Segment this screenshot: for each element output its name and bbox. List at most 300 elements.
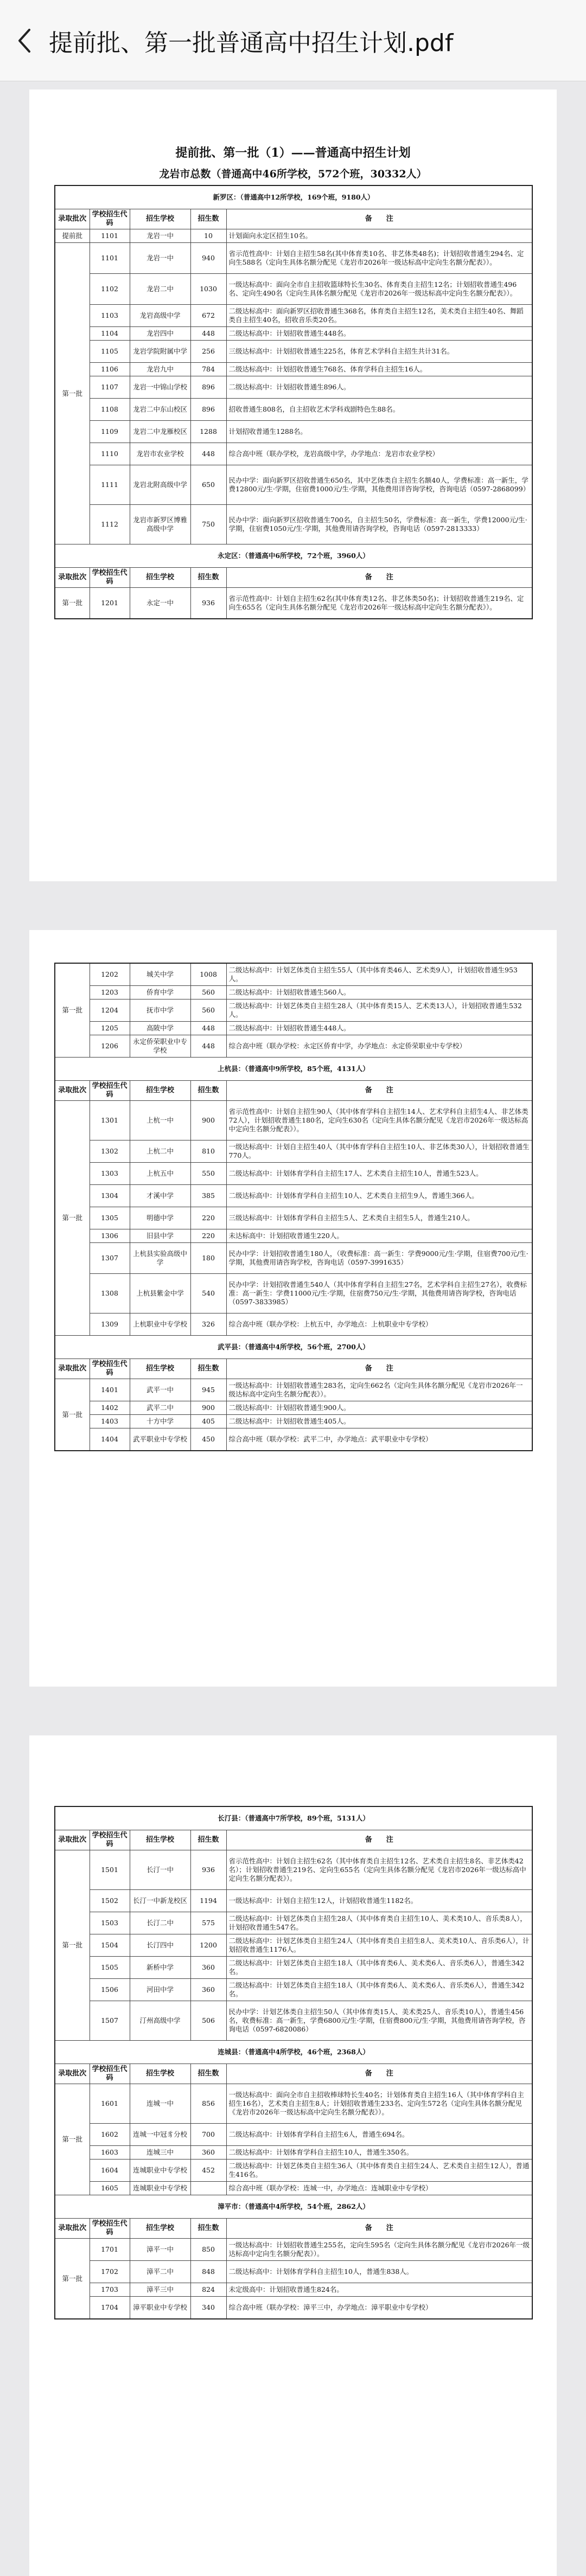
school-name-cell: 才溪中学 — [130, 1185, 190, 1207]
enrollment-count-cell: 360 — [190, 1979, 226, 2001]
school-code-cell: 1403 — [90, 1415, 130, 1428]
school-code-cell: 1112 — [90, 505, 130, 544]
enrollment-count-cell: 1288 — [190, 421, 226, 443]
table-row — [55, 2261, 532, 2283]
remarks-cell: 招收普通生808名，自主招收艺术学科戏剧特色生88名。 — [226, 399, 532, 421]
school-code-cell: 1603 — [90, 2146, 130, 2160]
column-header-row — [55, 1359, 532, 1379]
enrollment-count-cell: 452 — [190, 2160, 226, 2182]
remarks-cell: 二级达标高中：计划招收普通生560人。 — [226, 986, 532, 999]
school-name-cell: 武平一中 — [130, 1379, 190, 1401]
batch-column-header: 录取批次 — [55, 2219, 90, 2239]
table-row — [55, 1379, 532, 1401]
code-column-header: 学校招生代码 — [90, 209, 130, 229]
remarks-cell: 二级达标高中：计划艺体类自主招生28人（其中体育类15人、艺术类13人），计划招收普通生532人。 — [226, 999, 532, 1022]
school-name-cell: 武平职业中专学校 — [130, 1428, 190, 1451]
table-row — [55, 1428, 532, 1451]
school-code-cell: 1704 — [90, 2297, 130, 2319]
school-column-header: 招生学校 — [130, 1359, 190, 1379]
remarks-cell: 三级达标高中：计划招收普通生225名，体育艺术学科自主招生共计31名。 — [226, 341, 532, 363]
remarks-cell: 综合高中班（联办学校：永定区侨育中学，办学地点：永定侨荣职业中专学校） — [226, 1035, 532, 1058]
table-row — [55, 274, 532, 305]
school-code-cell: 1104 — [90, 327, 130, 341]
region-title: 新罗区：（普通高中12所学校，169个班，9180人） — [55, 185, 532, 209]
school-name-cell: 连城三中 — [130, 2146, 190, 2160]
school-name-cell: 龙岩学院附属中学 — [130, 341, 190, 363]
remarks-cell: 计划招收普通生1288名。 — [226, 421, 532, 443]
column-header-row — [55, 1081, 532, 1101]
note-column-header: 备 注 — [226, 209, 532, 229]
table-row — [55, 588, 532, 619]
school-code-cell: 1504 — [90, 1934, 130, 1957]
table-row — [55, 1274, 532, 1313]
region-header-row — [55, 2041, 532, 2064]
school-code-cell: 1206 — [90, 1035, 130, 1058]
enrollment-count-cell: 784 — [190, 363, 226, 376]
table-row — [55, 2239, 532, 2261]
school-name-cell: 龙岩高级中学 — [130, 305, 190, 327]
enrollment-count-cell: 650 — [190, 465, 226, 505]
note-column-header: 备 注 — [226, 568, 532, 588]
school-name-cell: 龙岩北附高级中学 — [130, 465, 190, 505]
school-name-cell: 长汀四中 — [130, 1934, 190, 1957]
count-column-header: 招生数 — [190, 1081, 226, 1101]
school-code-cell: 1502 — [90, 1890, 130, 1912]
school-column-header: 招生学校 — [130, 209, 190, 229]
school-code-cell: 1106 — [90, 363, 130, 376]
table-row — [55, 363, 532, 376]
school-code-cell: 1303 — [90, 1163, 130, 1185]
note-column-header: 备 注 — [226, 2219, 532, 2239]
school-name-cell: 龙岩四中 — [130, 327, 190, 341]
school-name-cell: 龙岩二中 — [130, 274, 190, 305]
document-heading: 提前批、第一批（1）——普通高中招生计划 — [175, 146, 411, 160]
table-row — [55, 1207, 532, 1229]
enrollment-count-cell: 896 — [190, 376, 226, 399]
region-header-row — [55, 185, 532, 209]
batch-column-header: 录取批次 — [55, 2064, 90, 2084]
table-row — [55, 421, 532, 443]
batch-cell: 第一批 — [55, 1101, 90, 1336]
remarks-cell: 二级达标高中：计划艺体类自主招生18人（其中体育类6人、美术类6人、音乐类6人），普通生342名。 — [226, 1957, 532, 1979]
enrollment-count-cell: 360 — [190, 1957, 226, 1979]
enrollment-count-cell: 506 — [190, 2001, 226, 2041]
school-code-cell: 1102 — [90, 274, 130, 305]
school-code-cell: 1109 — [90, 421, 130, 443]
code-column-header: 学校招生代码 — [90, 1830, 130, 1850]
enrollment-count-cell: 326 — [190, 1313, 226, 1336]
code-column-header: 学校招生代码 — [90, 2064, 130, 2084]
enrollment-count-cell: 900 — [190, 1101, 226, 1140]
remarks-cell: 二级达标高中：面向新罗区招收普通生368名，体育类自主招生12名，美术类自主招生40名、舞蹈类自主招生40名，招收音乐类20名。 — [226, 305, 532, 327]
remarks-cell: 综合高中班（联办学校：上杭五中，办学地点：上杭职业中专学校） — [226, 1313, 532, 1336]
remarks-cell: 二级达标高中：计划艺体类自主招生55人（其中体育类46人、艺术类9人），计划招收普通生953人。 — [226, 963, 532, 986]
enrollment-count-cell: 550 — [190, 1163, 226, 1185]
remarks-cell: 综合高中班（联办学校：漳平三中，办学地点：漳平职业中专学校） — [226, 2297, 532, 2319]
code-column-header: 学校招生代码 — [90, 1081, 130, 1101]
school-name-cell: 上杭五中 — [130, 1163, 190, 1185]
batch-column-header: 录取批次 — [55, 1359, 90, 1379]
remarks-cell: 综合高中班（联办学校：武平二中，办学地点：武平职业中专学校） — [226, 1428, 532, 1451]
enrollment-count-cell: 405 — [190, 1415, 226, 1428]
school-code-cell: 1307 — [90, 1243, 130, 1274]
table-row — [55, 2084, 532, 2124]
school-name-cell: 高陂中学 — [130, 1022, 190, 1035]
enrollment-count-cell: 220 — [190, 1229, 226, 1243]
remarks-cell: 综合高中班（联办学校：连城一中，办学地点：连城职业中专学校） — [226, 2182, 532, 2195]
school-name-cell: 上杭一中 — [130, 1101, 190, 1140]
school-code-cell: 1404 — [90, 1428, 130, 1451]
remarks-cell: 一级达标高中：计划招收普通生255名，定向生595名（定向生具体名额分配见《龙岩市2026年一级达标高中定向生名额分配表》）。 — [226, 2239, 532, 2261]
remarks-cell: 民办中学：计划招收普通生180人，（收费标准：高一新生：学费9000元/生·学期，住宿费700元/生·学期，其他费用请咨询学校，咨询电话（0597-3991635） — [226, 1243, 532, 1274]
batch-column-header: 录取批次 — [55, 1081, 90, 1101]
school-name-cell: 上杭职业中专学校 — [130, 1313, 190, 1336]
enrollment-count-cell: 256 — [190, 341, 226, 363]
school-name-cell: 连城职业中专学校 — [130, 2160, 190, 2182]
remarks-cell: 二级达标高中：计划招收普通生900人。 — [226, 1401, 532, 1415]
school-name-cell: 明德中学 — [130, 1207, 190, 1229]
table-row — [55, 465, 532, 505]
school-name-cell: 永定一中 — [130, 588, 190, 619]
school-name-cell: 龙岩一中锦山学校 — [130, 376, 190, 399]
table-row — [55, 1022, 532, 1035]
school-code-cell: 1110 — [90, 443, 130, 465]
batch-cell: 第一批 — [55, 2239, 90, 2319]
table-row — [55, 1140, 532, 1163]
enrollment-count-cell: 945 — [190, 1379, 226, 1401]
chevron-left-icon — [16, 28, 33, 54]
school-name-cell: 龙岩一中 — [130, 243, 190, 274]
school-code-cell: 1306 — [90, 1229, 130, 1243]
batch-column-header: 录取批次 — [55, 568, 90, 588]
enrollment-count-cell: 856 — [190, 2084, 226, 2124]
school-code-cell: 1101 — [90, 243, 130, 274]
count-column-header: 招生数 — [190, 2064, 226, 2084]
remarks-cell: 未定级高中：计划招收普通生824名。 — [226, 2283, 532, 2297]
enrollment-count-cell: 220 — [190, 1207, 226, 1229]
enrollment-count-cell: 10 — [190, 229, 226, 243]
school-code-cell: 1202 — [90, 963, 130, 986]
table-row — [55, 1163, 532, 1185]
table-row — [55, 376, 532, 399]
batch-cell: 第一批 — [55, 588, 90, 619]
table-row — [55, 1934, 532, 1957]
school-code-cell: 1401 — [90, 1379, 130, 1401]
note-column-header: 备 注 — [226, 1081, 532, 1101]
school-code-cell: 1301 — [90, 1101, 130, 1140]
remarks-cell: 省示范性高中：计划自主招生62名(其中体育类12名、非艺体类50名)；计划招收普通生219名、定向生655名（定向生具体名额分配见《龙岩市2026年一级达标高中定向生名额分配表》）。 — [226, 588, 532, 619]
school-code-cell: 1701 — [90, 2239, 130, 2261]
school-name-cell: 长汀一中 — [130, 1850, 190, 1890]
school-name-cell: 龙岩九中 — [130, 363, 190, 376]
code-column-header: 学校招生代码 — [90, 568, 130, 588]
school-code-cell: 1302 — [90, 1140, 130, 1163]
school-name-cell: 漳平二中 — [130, 2261, 190, 2283]
remarks-cell: 未达标高中：计划招收普通生220人。 — [226, 1229, 532, 1243]
enrollment-table — [54, 963, 533, 1451]
table-row — [55, 2182, 532, 2195]
count-column-header: 招生数 — [190, 209, 226, 229]
table-row — [55, 986, 532, 999]
table-row — [55, 305, 532, 327]
column-header-row — [55, 568, 532, 588]
school-name-cell: 龙岩一中 — [130, 229, 190, 243]
remarks-cell: 二级达标高中：计划体育学科自主招生10人，普通生350名。 — [226, 2146, 532, 2160]
batch-cell: 第一批 — [55, 2084, 90, 2195]
region-title: 永定区：（普通高中6所学校，72个班，3960人） — [55, 544, 532, 568]
school-code-cell: 1203 — [90, 986, 130, 999]
remarks-cell: 民办中学：面向新罗区招收普通生650名，其中艺体类自主招生名额40人，学费标准：高一新生，学费12800元/生·学期，住宿费1000元/生·学期，其他费用详咨询学校，咨询电话（0597-2868099） — [226, 465, 532, 505]
table-row — [55, 2001, 532, 2041]
table-row — [55, 2124, 532, 2146]
note-column-header: 备 注 — [226, 2064, 532, 2084]
school-code-cell: 1204 — [90, 999, 130, 1022]
table-row — [55, 2146, 532, 2160]
batch-cell: 第一批 — [55, 243, 90, 544]
school-code-cell: 1305 — [90, 1207, 130, 1229]
school-name-cell: 旧县中学 — [130, 1229, 190, 1243]
remarks-cell: 二级达标高中：计划体育学科自主招生17人、艺术类自主招生10人，普通生523人。 — [226, 1163, 532, 1185]
school-code-cell: 1605 — [90, 2182, 130, 2195]
table-row — [55, 1243, 532, 1274]
remarks-cell: 二级达标高中：计划艺体类自主招生24人（其中体育类自主招生8人、美术类10人、音乐类6人），计划招收普通生1176人。 — [226, 1934, 532, 1957]
school-code-cell: 1604 — [90, 2160, 130, 2182]
school-code-cell: 1505 — [90, 1957, 130, 1979]
table-row — [55, 963, 532, 986]
school-code-cell: 1107 — [90, 376, 130, 399]
enrollment-count-cell: 450 — [190, 1428, 226, 1451]
school-name-cell: 侨育中学 — [130, 986, 190, 999]
enrollment-count-cell: 448 — [190, 1022, 226, 1035]
school-code-cell: 1501 — [90, 1850, 130, 1890]
table-row — [55, 1401, 532, 1415]
school-name-cell: 河田中学 — [130, 1979, 190, 2001]
enrollment-count-cell: 360 — [190, 2146, 226, 2160]
table-row — [55, 1912, 532, 1934]
enrollment-count-cell: 940 — [190, 243, 226, 274]
remarks-cell: 一级达标高中：计划招收普通生283名，定向生662名（定向生具体名额分配见《龙岩市2026年一级达标高中定向生名额分配表》）。 — [226, 1379, 532, 1401]
school-name-cell: 漳平职业中专学校 — [130, 2297, 190, 2319]
school-code-cell: 1503 — [90, 1912, 130, 1934]
remarks-cell: 二级达标高中：计划招收普通生768名、体育学科自主招生16人。 — [226, 363, 532, 376]
school-name-cell: 上杭县紫金中学 — [130, 1274, 190, 1313]
table-row — [55, 327, 532, 341]
remarks-cell: 省示范性高中：计划自主招生90人（其中体育学科自主招生14人、艺术学科自主招生4人、非艺体类72人），计划招收普通生180名，定向生630名（定向生具体名额分配见《龙岩市2026年一级达标高中定向生名额分配表》）。 — [226, 1101, 532, 1140]
remarks-cell: 三级达标高中：计划体育学科自主招生5人、艺术类自主招生5人，普通生210人。 — [226, 1207, 532, 1229]
batch-cell: 第一批 — [55, 1379, 90, 1451]
school-name-cell: 连城一中 — [130, 2084, 190, 2124]
school-name-cell: 抚市中学 — [130, 999, 190, 1022]
remarks-cell: 民办中学：计划艺体类自主招生50人（其中体育类15人、美术类25人、音乐类10人），普通生456名，收费标准：高一新生，学费6800元/生·学期，住宿费800元/生·学期，其他费用请咨询学校，咨询电话（0597-6820086） — [226, 2001, 532, 2041]
enrollment-count-cell: 575 — [190, 1912, 226, 1934]
remarks-cell: 综合高中班（联办学校，龙岩高级中学，办学地点：龙岩市农业学校） — [226, 443, 532, 465]
school-column-header: 招生学校 — [130, 568, 190, 588]
table-row — [55, 229, 532, 243]
top-navigation-bar — [0, 0, 586, 81]
note-column-header: 备 注 — [226, 1359, 532, 1379]
school-code-cell: 1402 — [90, 1401, 130, 1415]
school-name-cell: 龙岩二中龙雁校区 — [130, 421, 190, 443]
table-row — [55, 2160, 532, 2182]
school-code-cell: 1205 — [90, 1022, 130, 1035]
remarks-cell: 二级达标高中：计划艺体类自主招生36人（其中体育类自主招生24人、艺术类自主招生12人），普通生416名。 — [226, 2160, 532, 2182]
table-row — [55, 1101, 532, 1140]
enrollment-count-cell: 560 — [190, 999, 226, 1022]
school-name-cell: 龙岩市农业学校 — [130, 443, 190, 465]
school-name-cell: 永定侨荣职业中专学校 — [130, 1035, 190, 1058]
remarks-cell: 二级达标高中：计划招收普通生405人。 — [226, 1415, 532, 1428]
school-code-cell: 1506 — [90, 1979, 130, 2001]
count-column-header: 招生数 — [190, 2219, 226, 2239]
school-column-header: 招生学校 — [130, 1081, 190, 1101]
school-column-header: 招生学校 — [130, 2064, 190, 2084]
remarks-cell: 一级达标高中：面向全市自主招收棒球特长生40名；计划体育类自主招生16人（其中体育学科自主招生16名），艺术类自主招生8人；计划招收普通生233名、定向生572名（定向生具体名额分配见《龙岩市2026年一级达标高中定向生名额分配表》）。 — [226, 2084, 532, 2124]
school-code-cell: 1507 — [90, 2001, 130, 2041]
school-name-cell: 长汀一中新龙校区 — [130, 1890, 190, 1912]
enrollment-count-cell: 1194 — [190, 1890, 226, 1912]
table-row — [55, 2283, 532, 2297]
school-code-cell: 1601 — [90, 2084, 130, 2124]
table-row — [55, 1957, 532, 1979]
column-header-row — [55, 2219, 532, 2239]
school-name-cell: 漳平一中 — [130, 2239, 190, 2261]
enrollment-count-cell: 810 — [190, 1140, 226, 1163]
table-row — [55, 1890, 532, 1912]
enrollment-count-cell: 672 — [190, 305, 226, 327]
table-row — [55, 1035, 532, 1058]
remarks-cell: 二级达标高中：计划艺体类自主招生28人（其中体育类自主招生10人、美术类10人、音乐类8人），计划招收普通生547名。 — [226, 1912, 532, 1934]
school-code-cell: 1201 — [90, 588, 130, 619]
remarks-cell: 二级达标高中：计划体育学科自主招生6人，普通生694名。 — [226, 2124, 532, 2146]
remarks-cell: 一级达标高中：计划自主招生40人（其中体育学科自主招生10人、非艺体类30人），计划招收普通生770人。 — [226, 1140, 532, 1163]
remarks-cell: 省示范性高中：计划自主招生58名(其中体育类10名、非艺体类48名)；计划招收普通生294名、定向生588名（定向生具体名额分配见《龙岩市2026年一级达标高中定向生名额分配表》）。 — [226, 243, 532, 274]
table-row — [55, 1850, 532, 1890]
school-name-cell: 龙岩市新罗区博雅高级中学 — [130, 505, 190, 544]
table-row — [55, 999, 532, 1022]
count-column-header: 招生数 — [190, 1830, 226, 1850]
region-title: 长汀县：（普通高中7所学校，89个班，5131人） — [55, 1806, 532, 1830]
remarks-cell: 二级达标高中：计划艺体类自主招生18人（其中体育类6人、美术类6人、音乐类6人），普通生342名。 — [226, 1979, 532, 2001]
code-column-header: 学校招生代码 — [90, 1359, 130, 1379]
school-name-cell: 连城一中冠豸分校 — [130, 2124, 190, 2146]
enrollment-count-cell: 448 — [190, 1035, 226, 1058]
count-column-header: 招生数 — [190, 568, 226, 588]
remarks-cell: 一级达标高中：计划自主招生12人，计划招收普通生1182名。 — [226, 1890, 532, 1912]
table-row — [55, 1229, 532, 1243]
school-name-cell: 龙岩二中东山校区 — [130, 399, 190, 421]
enrollment-count-cell: 385 — [190, 1185, 226, 1207]
school-name-cell: 十方中学 — [130, 1415, 190, 1428]
region-header-row — [55, 1806, 532, 1830]
code-column-header: 学校招生代码 — [90, 2219, 130, 2239]
enrollment-count-cell: 936 — [190, 588, 226, 619]
enrollment-count-cell: 700 — [190, 2124, 226, 2146]
school-code-cell: 1105 — [90, 341, 130, 363]
enrollment-count-cell: 850 — [190, 2239, 226, 2261]
enrollment-table — [54, 1806, 533, 2319]
enrollment-count-cell: 1008 — [190, 963, 226, 986]
table-row — [55, 243, 532, 274]
remarks-cell: 民办中学：面向新罗区招收普通生700名，自主招生50名，学费标准：高一新生，学费12000元/生·学期，住宿费1050元/生·学期，其他费用请咨询学校，咨询电话（0597-2813333） — [226, 505, 532, 544]
column-header-row — [55, 2064, 532, 2084]
school-code-cell: 1103 — [90, 305, 130, 327]
enrollment-count-cell: 750 — [190, 505, 226, 544]
batch-column-header: 录取批次 — [55, 1830, 90, 1850]
school-code-cell: 1304 — [90, 1185, 130, 1207]
school-name-cell: 汀州高级中学 — [130, 2001, 190, 2041]
document-subheading: 龙岩市总数（普通高中46所学校，572个班，30332人） — [159, 168, 427, 180]
note-column-header: 备 注 — [226, 1830, 532, 1850]
region-header-row — [55, 544, 532, 568]
pdf-page-2 — [29, 930, 557, 1687]
school-code-cell: 1309 — [90, 1313, 130, 1336]
column-header-row — [55, 209, 532, 229]
enrollment-count-cell: 540 — [190, 1274, 226, 1313]
enrollment-table — [54, 185, 533, 619]
document-title: 提前批、第一批普通高中招生计划.pdf — [49, 29, 454, 57]
school-code-cell: 1101 — [90, 229, 130, 243]
enrollment-count-cell: 900 — [190, 1401, 226, 1415]
remarks-cell: 二级达标高中：计划体育学科自主招生10人、艺术类自主招生9人，普通生366人。 — [226, 1185, 532, 1207]
enrollment-count-cell: 180 — [190, 1243, 226, 1274]
remarks-cell: 二级达标高中：计划招收普通生448人。 — [226, 1022, 532, 1035]
remarks-cell: 二级达标高中：计划招收普通生896人。 — [226, 376, 532, 399]
back-button[interactable] — [0, 0, 49, 81]
enrollment-count-cell: 340 — [190, 2297, 226, 2319]
school-code-cell: 1602 — [90, 2124, 130, 2146]
enrollment-count-cell — [190, 2182, 226, 2195]
school-name-cell: 上杭县实验高级中学 — [130, 1243, 190, 1274]
batch-column-header: 录取批次 — [55, 209, 90, 229]
table-row — [55, 1979, 532, 2001]
school-code-cell: 1111 — [90, 465, 130, 505]
remarks-cell: 一级达标高中：面向全市自主招收篮球特长生30名、体育类自主招生12名；计划招收普通生496名、定向生490名（定向生具体名额分配见《龙岩市2026年一级达标高中定向生名额分配表》）。 — [226, 274, 532, 305]
remarks-cell: 二级达标高中：计划招收普通生448名。 — [226, 327, 532, 341]
enrollment-count-cell: 936 — [190, 1850, 226, 1890]
enrollment-count-cell: 848 — [190, 2261, 226, 2283]
count-column-header: 招生数 — [190, 1359, 226, 1379]
region-title: 漳平市：（普通高中4所学校，54个班，2862人） — [55, 2195, 532, 2219]
school-column-header: 招生学校 — [130, 1830, 190, 1850]
region-header-row — [55, 1058, 532, 1081]
remarks-cell: 二级达标高中：计划体育学科自主招生10人，普通生838人。 — [226, 2261, 532, 2283]
region-header-row — [55, 2195, 532, 2219]
school-code-cell: 1703 — [90, 2283, 130, 2297]
table-row — [55, 1415, 532, 1428]
batch-cell: 提前批 — [55, 229, 90, 243]
table-row — [55, 505, 532, 544]
region-title: 武平县：（普通高中4所学校，56个班，2700人） — [55, 1336, 532, 1359]
enrollment-count-cell: 560 — [190, 986, 226, 999]
school-code-cell: 1108 — [90, 399, 130, 421]
school-code-cell: 1308 — [90, 1274, 130, 1313]
school-name-cell: 漳平三中 — [130, 2283, 190, 2297]
region-title: 上杭县：（普通高中9所学校，85个班，4131人） — [55, 1058, 532, 1081]
table-row — [55, 341, 532, 363]
remarks-cell: 民办中学：计划招收普通生540人（其中体育学科自主招生27名，艺术学科自主招生27名），收费标准：高一新生：学费11000元/生·学期，住宿费750元/生·学期，其他费用请咨询学校，咨询电话（0597-3833985） — [226, 1274, 532, 1313]
school-code-cell: 1702 — [90, 2261, 130, 2283]
enrollment-count-cell: 448 — [190, 443, 226, 465]
pdf-page-3 — [29, 1735, 557, 2576]
pdf-page-1 — [29, 89, 557, 881]
school-name-cell: 上杭二中 — [130, 1140, 190, 1163]
remarks-cell: 计划面向永定区招生10名。 — [226, 229, 532, 243]
school-name-cell: 长汀二中 — [130, 1912, 190, 1934]
enrollment-count-cell: 1030 — [190, 274, 226, 305]
batch-cell: 第一批 — [55, 963, 90, 1058]
table-row — [55, 1313, 532, 1336]
school-name-cell: 城关中学 — [130, 963, 190, 986]
